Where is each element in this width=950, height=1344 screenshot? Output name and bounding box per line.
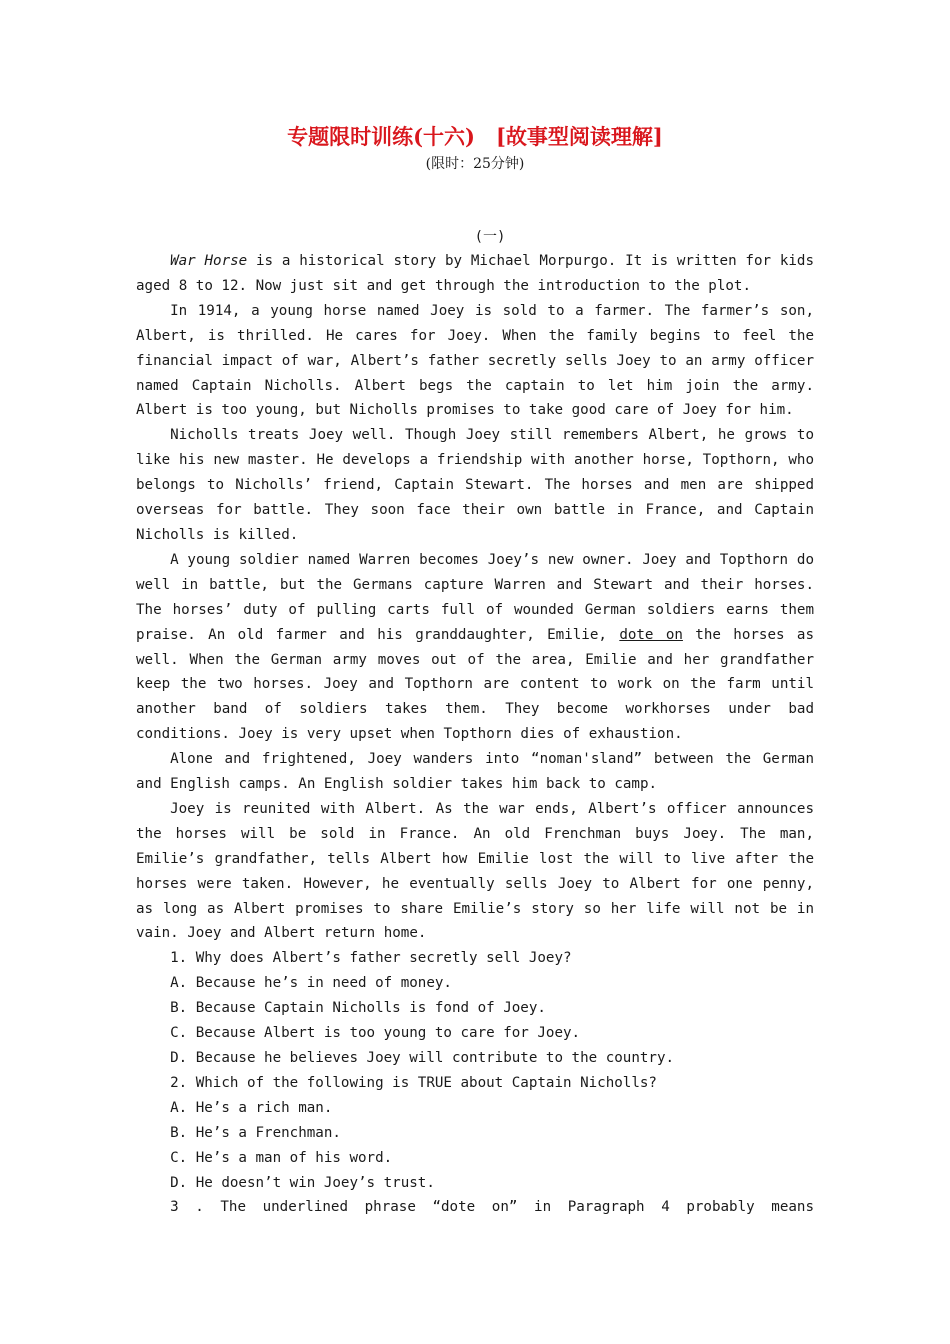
question-3-stem: 3 . The underlined phrase “dote on” in Paragraph 4 probably means — [170, 1199, 814, 1216]
paragraph-5: Alone and frightened, Joey wanders into “noman'sland” between the German and English camps. An English soldier takes him back to camp. — [136, 751, 814, 793]
question-2-option-b: B. He’s a Frenchman. — [170, 1124, 341, 1141]
question-1-option-c: C. Because Albert is too young to care for Joey. — [170, 1025, 581, 1042]
question-1-stem: 1. Why does Albert’s father secretly sell Joey? — [170, 950, 572, 967]
question-1-option-d: D. Because he believes Joey will contribute to the country. — [170, 1050, 675, 1066]
passage-body — [136, 249, 814, 1220]
question-2-option-d: D. He doesn’t win Joey’s trust. — [170, 1174, 435, 1191]
paragraph-2: In 1914, a young horse named Joey is sold to a farmer. The farmer’s son, Albert, is thrilled. He cares for Joey. When the family begins to feel the financial impact of war, Albert’s father secretly sells Joey to an army officer named Captain Nicholls. Albert begs the captain to let him join the army. Albert is too young, but Nicholls promises to take good care of Joey for him. — [136, 302, 814, 419]
book-title: War Horse — [170, 253, 248, 269]
paragraph-6: Joey is reunited with Albert. As the war ends, Albert’s officer announces the horses will be sold in France. An old Frenchman buys Joey. The man, Emilie’s grandfather, tells Albert how Emilie lost the will to live after the horses were taken. However, he eventually sells Joey to Albert for one penny, as long as Albert promises to share Emilie’s story so her life will not be in vain. Joey and Albert return home. — [136, 800, 814, 942]
page-title: 专题限时训练(十六) [故事型阅读理解] — [287, 124, 663, 149]
paragraph-1: War Horse is a historical story by Michael Morpurgo. It is written for kids aged 8 to 12. Now just sit and get through the introduction to the plot. — [136, 253, 815, 294]
question-1-option-b: B. Because Captain Nicholls is fond of Joey. — [170, 1000, 546, 1017]
question-1-option-a: A. Because he’s in need of money. — [170, 975, 452, 992]
question-2-option-c: C. He’s a man of his word. — [170, 1149, 393, 1166]
question-2-option-a: A. He’s a rich man. — [170, 1099, 333, 1116]
section-label: (一) — [474, 229, 506, 245]
paragraph-3: Nicholls treats Joey well. Though Joey still remembers Albert, he grows to like his new master. He develops a friendship with another horse, Topthorn, who belongs to Nicholls’ friend, Captain Stewart. The horses and men are shipped overseas for battle. They soon face their own battle in France, and Captain Nicholls is killed. — [136, 427, 814, 543]
underlined-phrase: dote on — [619, 626, 683, 643]
paragraph-4: A young soldier named Warren becomes Joey’s new owner. Joey and Topthorn do well in battle, but the Germans capture Warren and Stewart and their horses. The horses’ duty of pulling carts full of wounded German soldiers earns them praise. An old farmer and his granddaughter, Emilie, dote on the horses as well. When the German army moves out of the area, Emilie and her grandfather keep the two horses. Joey and Topthorn are content to work on the farm until another band of soldiers takes them. They become workhorses under bad conditions. Joey is very upset when Topthorn dies of exhaustion. — [136, 551, 814, 743]
time-limit: (限时：25分钟) — [425, 156, 525, 172]
question-2-stem: 2. Which of the following is TRUE about Captain Nicholls? — [170, 1074, 657, 1091]
